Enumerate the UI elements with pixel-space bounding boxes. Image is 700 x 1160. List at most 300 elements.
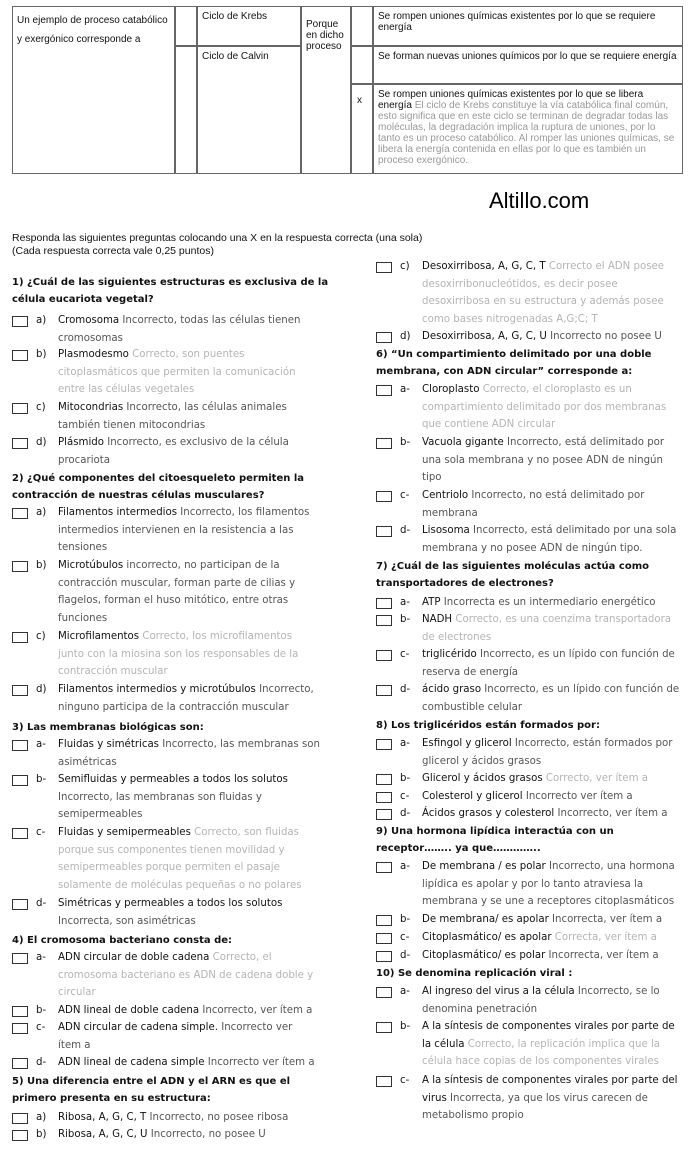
q8-title-line-1: 8) Los triglicéridos están formados por: xyxy=(376,720,600,731)
q3-title xyxy=(12,719,356,736)
q7-text-c xyxy=(422,646,694,681)
q2-d-line-1 xyxy=(58,681,358,699)
q7-text-b xyxy=(422,611,694,646)
q6-title xyxy=(376,346,694,380)
q8-a-line-1 xyxy=(422,735,694,753)
q5-text-b xyxy=(58,1126,358,1144)
q3-c-explanation-2: porque sus componentes tienen movilidad y xyxy=(58,844,285,856)
q6-checkbox-c[interactable] xyxy=(376,491,392,502)
q5-letter-b: b) xyxy=(36,1129,47,1140)
q3-letter-d: d- xyxy=(36,898,47,909)
q8-checkbox-a[interactable] xyxy=(376,739,392,750)
q5-title-line-1: 5) Una diferencia entre el ADN y el ARN es que el xyxy=(12,1076,291,1087)
q6-letter-d: d- xyxy=(400,525,411,536)
q6-b-explanation-2: una sola membrana y no posee ADN de ningún xyxy=(422,454,663,466)
q4-title-line-1: 4) El cromosoma bacteriano consta de: xyxy=(12,935,233,946)
q5-text-d xyxy=(422,328,694,346)
q6-a-explanation-1: Correcto, el cloroplasto es un xyxy=(479,384,632,395)
q10-b-explanation-2: célula hace copias de los componentes virales xyxy=(422,1056,659,1067)
q6-c-answer: Centriolo xyxy=(422,490,469,501)
q4-checkbox-c[interactable] xyxy=(12,1023,28,1034)
q4-a-explanation-1: Correcto, el xyxy=(209,952,272,963)
q5-c-explanation-1: Correcto el ADN posee xyxy=(545,261,665,272)
q5-d-explanation-1: Incorrecto no posee U xyxy=(546,331,662,342)
q6-d-explanation-1: Incorrecto, está delimitado por una sola xyxy=(469,525,677,536)
q9-a-explanation-2: lipídica es apolar y por lo tanto atraviesa la xyxy=(422,878,644,890)
q1-title xyxy=(12,274,356,308)
q10-text-c xyxy=(422,1072,694,1125)
q3-b-explanation-3: semipermeables xyxy=(58,809,143,820)
q7-c-line-1 xyxy=(422,646,694,664)
q7-letter-d: d- xyxy=(400,684,411,695)
q1-b-answer: Plasmodesmo xyxy=(58,349,129,360)
q6-c-line-1 xyxy=(422,487,694,505)
q10-text-a xyxy=(422,983,694,1018)
q4-checkbox-a[interactable] xyxy=(12,953,28,964)
q1-checkbox-d[interactable] xyxy=(12,438,28,449)
q6-b-explanation-1: Incorrecto, está delimitado por xyxy=(503,437,665,448)
q7-c-answer: triglicérido xyxy=(422,649,477,660)
q5-b-line-1 xyxy=(58,1126,358,1144)
site-logo: Altillo.com xyxy=(489,188,590,213)
q6-letter-c: c- xyxy=(400,490,410,501)
q5-checkbox-d[interactable] xyxy=(376,332,392,343)
q6-a-explanation-3: que contiene ADN circular xyxy=(422,419,556,430)
q9-a-answer: De membrana / es polar xyxy=(422,861,546,872)
q1-text-a xyxy=(58,312,358,347)
q3-a-explanation-1: Incorrecto, las membranas son xyxy=(159,739,320,750)
q9-title-line-2: receptor…….. ya que………….. xyxy=(376,843,541,854)
q10-letter-b: b- xyxy=(400,1021,411,1032)
q2-c-explanation-3: contracción muscular xyxy=(58,666,168,677)
instructions-line-2: (Cada respuesta correcta vale 0,25 puntos) xyxy=(12,245,214,257)
q1-a-line-1 xyxy=(58,312,358,330)
q4-a-answer: ADN circular de doble cadena xyxy=(58,952,210,963)
q2-b-line-1 xyxy=(58,557,358,575)
q9-text-d xyxy=(422,947,694,965)
q9-a-explanation-1: Incorrecto, una hormona xyxy=(545,861,675,872)
q6-text-b xyxy=(422,434,694,487)
q1-c-line-1 xyxy=(58,399,358,417)
q9-letter-c: c- xyxy=(400,932,410,943)
q4-c-line-1 xyxy=(58,1019,358,1037)
q6-a-line-1 xyxy=(422,381,694,399)
q1-text-d xyxy=(58,434,358,469)
q1-d-line-1 xyxy=(58,434,358,452)
q4-text-b xyxy=(58,1002,358,1020)
q5-c-line-1 xyxy=(422,258,694,276)
q5-checkbox-a[interactable] xyxy=(12,1113,28,1124)
q3-checkbox-c[interactable] xyxy=(12,828,28,839)
q4-a-explanation-2: cromosoma bacteriano es ADN de cadena doble y xyxy=(58,969,314,981)
q3-text-a xyxy=(58,736,358,771)
q1-b-explanation-1: Correcto, son puentes xyxy=(128,349,245,360)
q2-c-explanation-2: junto con la miosina son los responsables de la xyxy=(58,648,299,660)
because-text: Porque en dicho proceso xyxy=(306,19,344,52)
q3-a-answer: Fluidas y simétricas xyxy=(58,739,159,750)
q2-b-explanation-2: contracción muscular, forman parte de cilias y xyxy=(58,577,296,589)
q2-checkbox-c[interactable] xyxy=(12,632,28,643)
q8-c-explanation-1: Incorrecto ver ítem a xyxy=(522,791,633,802)
q4-d-line-1 xyxy=(58,1054,358,1072)
q9-c-explanation-1: Correcta, ver ítem a xyxy=(551,932,657,943)
q10-text-b xyxy=(422,1018,694,1071)
q3-text-c xyxy=(58,824,358,894)
q7-title xyxy=(376,558,694,592)
q8-c-line-1 xyxy=(422,788,694,806)
reason-1-cell xyxy=(373,6,683,46)
q3-title-line-1: 3) Las membranas biológicas son: xyxy=(12,722,204,733)
q1-letter-b: b) xyxy=(36,349,47,360)
q1-text-c xyxy=(58,399,358,434)
q8-a-explanation-1: Incorrecto, están formados por xyxy=(511,738,673,749)
q2-text-c xyxy=(58,628,358,681)
q2-d-explanation-2: ninguno participa de la contracción muscular xyxy=(58,701,289,713)
q7-c-explanation-2: reserva de energía xyxy=(422,666,519,678)
q7-a-explanation-1: Incorrecta es un intermediario energético xyxy=(440,597,656,608)
q9-text-c xyxy=(422,929,694,947)
q7-a-line-1 xyxy=(422,594,694,612)
q8-checkbox-b[interactable] xyxy=(376,774,392,785)
checkbox-calvin[interactable] xyxy=(175,46,197,174)
q7-checkbox-c[interactable] xyxy=(376,650,392,661)
q9-d-answer: Citoplasmático/ es polar xyxy=(422,950,546,961)
q2-a-explanation-1: Incorrecto, los filamentos xyxy=(177,507,310,518)
q10-a-explanation-2: denomina penetración xyxy=(422,1003,538,1015)
q6-checkbox-d[interactable] xyxy=(376,526,392,537)
q10-checkbox-b[interactable] xyxy=(376,1022,392,1033)
q2-a-line-1 xyxy=(58,504,358,522)
q10-b-answer-2: la célula xyxy=(422,1038,465,1050)
q8-c-answer: Colesterol y glicerol xyxy=(422,791,523,802)
option-calvin-cell xyxy=(197,46,301,174)
instructions-line-1: Responda las siguientes preguntas colocando una X en la respuesta correcta (una sola) xyxy=(12,232,423,244)
q5-a-explanation-1: Incorrecto, no posee ribosa xyxy=(146,1112,289,1123)
q10-letter-a: a- xyxy=(400,986,410,997)
q5-a-line-1 xyxy=(58,1109,358,1127)
q7-checkbox-b[interactable] xyxy=(376,615,392,626)
q9-checkbox-b[interactable] xyxy=(376,915,392,926)
q6-d-answer: Lisosoma xyxy=(422,525,470,536)
q5-d-line-1 xyxy=(422,328,694,346)
q8-d-line-1 xyxy=(422,805,694,823)
q7-d-answer: ácido graso xyxy=(422,684,482,695)
reason-3-cell xyxy=(373,84,683,174)
q9-title-line-1: 9) Una hormona lipídica interactúa con un xyxy=(376,826,614,837)
q3-b-explanation-2: Incorrecto, las membranas son fluidas y xyxy=(58,791,262,803)
q7-letter-b: b- xyxy=(400,614,411,625)
q1-d-explanation-1: Incorrecto, es exclusivo de la célula xyxy=(103,437,289,448)
q1-a-explanation-2: cromosomas xyxy=(58,332,123,344)
q2-d-answer: Filamentos intermedios y microtúbulos xyxy=(58,684,256,695)
q5-b-explanation-1: Incorrecto, no posee U xyxy=(147,1129,266,1140)
q1-title-line-1: 1) ¿Cuál de las siguientes estructuras es exclusiva de la xyxy=(12,277,329,288)
checkbox-r1[interactable] xyxy=(351,6,373,46)
q6-text-c xyxy=(422,487,694,522)
q2-c-explanation-1: Correcto, los microfilamentos xyxy=(139,631,293,642)
q10-b-explanation-1: Correcto, la replicación implica que la xyxy=(464,1038,661,1050)
q6-c-explanation-2: membrana xyxy=(422,507,478,519)
q2-b-explanation-1: incorrecto, no participan de la xyxy=(123,560,280,571)
q10-title-line-1: 10) Se denomina replicación viral : xyxy=(376,968,573,979)
q6-letter-b: b- xyxy=(400,437,411,448)
q2-d-explanation-1: Incorrecto, xyxy=(255,684,314,695)
q4-d-explanation-1: Incorrecto ver ítem a xyxy=(204,1057,315,1068)
q8-letter-d: d- xyxy=(400,808,411,819)
table-question: Un ejemplo de proceso catabólico y exergónico corresponde a xyxy=(17,15,168,45)
q10-checkbox-a[interactable] xyxy=(376,987,392,998)
q5-b-answer: Ribosa, A, G, C, U xyxy=(58,1129,148,1140)
q5-c-explanation-4: como bases nitrogenadas A,G;C; T xyxy=(422,313,598,325)
q8-title xyxy=(376,717,694,734)
q10-c-explanation-1: Incorrecta, ya que los virus carecen de xyxy=(446,1092,648,1104)
q10-c-answer-2: virus xyxy=(422,1092,447,1104)
q2-a-explanation-2: intermedios intervienen en la resistencia a las xyxy=(58,524,294,536)
q3-b-answer: Semifluidas y permeables a todos los solutos xyxy=(58,774,288,785)
q6-text-a xyxy=(422,381,694,434)
q6-text-d xyxy=(422,522,694,557)
q5-c-explanation-3: desoxirribosa en su estructura y además posee xyxy=(422,296,664,307)
reason-3: Se rompen uniones químicas existentes por lo que se libera energía xyxy=(378,89,644,111)
q6-title-line-1: 6) “Un compartimiento delimitado por una doble xyxy=(376,349,652,360)
q8-d-explanation-1: Incorrecto, ver ítem a xyxy=(554,808,668,819)
q9-d-explanation-1: Incorrecta, ver ítem a xyxy=(545,950,659,961)
q1-letter-c: c) xyxy=(36,402,46,413)
q3-text-b xyxy=(58,771,358,824)
q7-c-explanation-1: Incorrecto, es un lípido con función de xyxy=(476,649,675,660)
q7-b-line-1 xyxy=(422,611,694,629)
reason-2: Se forman nuevas uniones químicos por lo que se requiere energía xyxy=(378,51,677,62)
q1-b-explanation-3: entre las células vegetales xyxy=(58,384,195,395)
q9-a-line-1 xyxy=(422,858,694,876)
q3-text-d xyxy=(58,895,358,930)
q2-letter-a: a) xyxy=(36,507,47,518)
q5-title xyxy=(12,1073,356,1107)
x-mark: x xyxy=(357,95,362,106)
q2-c-line-1 xyxy=(58,628,358,646)
q2-title-line-2: contracción de nuestras células musculares? xyxy=(12,490,265,501)
q2-b-explanation-4: funciones xyxy=(58,612,108,624)
q7-checkbox-a[interactable] xyxy=(376,598,392,609)
q4-b-answer: ADN lineal de doble cadena xyxy=(58,1005,200,1016)
q9-b-explanation-1: Incorrecta, ver ítem a xyxy=(548,914,663,925)
checkbox-r2[interactable] xyxy=(351,46,373,84)
q2-checkbox-a[interactable] xyxy=(12,508,28,519)
q10-b-line-2 xyxy=(422,1036,694,1054)
q3-a-line-1 xyxy=(58,736,358,754)
q6-checkbox-b[interactable] xyxy=(376,438,392,449)
q8-checkbox-c[interactable] xyxy=(376,792,392,803)
q3-checkbox-d[interactable] xyxy=(12,899,28,910)
reason-3-explanation: El ciclo de Krebs constituye la vía catabólica final común, esto significa que en este ciclo se terminan de degradar todas las moléculas, la degradación implica la ruptura de uniones, por lo tanto es un proceso catabólico. Al romper las uniones químicas, se libera la energía contenida en ellas por lo que es también un proceso exergónico. xyxy=(378,100,675,166)
q3-checkbox-a[interactable] xyxy=(12,740,28,751)
q10-a-line-1 xyxy=(422,983,694,1001)
q9-b-line-1 xyxy=(422,911,694,929)
q9-checkbox-c[interactable] xyxy=(376,933,392,944)
q4-letter-d: d- xyxy=(36,1057,47,1068)
q7-letter-a: a- xyxy=(400,597,410,608)
q9-text-a xyxy=(422,858,694,911)
q4-a-explanation-3: circular xyxy=(58,987,96,998)
q5-d-answer: Desoxirribosa, A, G, C, U xyxy=(422,331,547,342)
q3-letter-b: b- xyxy=(36,774,47,785)
q3-b-line-1 xyxy=(58,771,358,789)
q9-letter-b: b- xyxy=(400,914,411,925)
q5-letter-d: d) xyxy=(400,331,411,342)
q4-title xyxy=(12,932,356,949)
q5-checkbox-c[interactable] xyxy=(376,262,392,273)
q2-letter-d: d) xyxy=(36,684,47,695)
q9-title xyxy=(376,823,694,857)
q1-checkbox-b[interactable] xyxy=(12,350,28,361)
q7-title-line-1: 7) ¿Cuál de las siguientes moléculas actúa como xyxy=(376,561,649,572)
q9-text-b xyxy=(422,911,694,929)
q7-d-explanation-1: Incorrecto, es un lípido con función de xyxy=(481,684,680,695)
reason-1: Se rompen uniones químicas existentes por lo que se requiere energía xyxy=(378,11,656,33)
q6-c-explanation-1: Incorrecto, no está delimitado por xyxy=(468,490,645,501)
q1-d-answer: Plásmido xyxy=(58,437,104,448)
q8-checkbox-d[interactable] xyxy=(376,809,392,820)
q10-c-answer: A la síntesis de componentes virales por parte del xyxy=(422,1075,678,1086)
q6-a-answer: Cloroplasto xyxy=(422,384,480,395)
q2-a-answer: Filamentos intermedios xyxy=(58,507,178,518)
q5-text-c xyxy=(422,258,694,328)
q10-b-answer: A la síntesis de componentes virales por parte de xyxy=(422,1021,675,1032)
q10-b-line-1 xyxy=(422,1018,694,1036)
q6-b-explanation-3: tipo xyxy=(422,472,442,483)
q4-c-explanation-2: ítem a xyxy=(58,1039,91,1051)
q4-b-line-1 xyxy=(58,1002,358,1020)
q5-a-answer: Ribosa, A, G, C, T xyxy=(58,1112,147,1123)
q7-a-answer: ATP xyxy=(422,597,441,608)
q8-text-c xyxy=(422,788,694,806)
option-krebs: Ciclo de Krebs xyxy=(202,11,268,22)
q9-letter-d: d- xyxy=(400,950,411,961)
q1-checkbox-a[interactable] xyxy=(12,316,28,327)
q10-a-answer: Al ingreso del virus a la célula xyxy=(422,986,575,997)
q4-text-d xyxy=(58,1054,358,1072)
table-question-cell xyxy=(12,6,175,174)
q7-letter-c: c- xyxy=(400,649,410,660)
q9-letter-a: a- xyxy=(400,861,410,872)
q7-d-explanation-2: combustible celular xyxy=(422,701,523,713)
q8-text-a xyxy=(422,735,694,770)
q5-letter-c: c) xyxy=(400,261,410,272)
q1-b-explanation-2: citoplasmáticos que permiten la comunicación xyxy=(58,366,296,378)
q4-c-answer: ADN circular de cadena simple. xyxy=(58,1022,218,1033)
q7-title-line-2: transportadores de electrones? xyxy=(376,578,554,589)
q8-b-explanation-1: Correcto, ver ítem a xyxy=(542,773,648,784)
q10-c-explanation-2: metabolismo propio xyxy=(422,1110,524,1121)
q4-text-a xyxy=(58,949,358,1002)
q5-c-explanation-2: desoxirribonucleótidos, es decir posee xyxy=(422,278,618,290)
q7-b-explanation-2: de electrones xyxy=(422,631,492,643)
q6-a-explanation-2: compartimiento delimitado por dos membranas xyxy=(422,401,667,413)
q1-text-b xyxy=(58,346,358,399)
q10-checkbox-c[interactable] xyxy=(376,1076,392,1087)
q3-letter-a: a- xyxy=(36,739,46,750)
q7-b-answer: NADH xyxy=(422,614,453,625)
q6-b-answer: Vacuola gigante xyxy=(422,437,504,448)
q10-letter-c: c- xyxy=(400,1075,410,1086)
q9-c-answer: Citoplasmático/ es apolar xyxy=(422,932,552,943)
q4-c-explanation-1: Incorrecto ver xyxy=(217,1022,293,1033)
q9-b-answer: De membrana/ es apolar xyxy=(422,914,549,925)
q4-checkbox-b[interactable] xyxy=(12,1006,28,1017)
reason-2-cell xyxy=(373,46,683,84)
q6-title-line-2: membrana, con ADN circular” corresponde a: xyxy=(376,366,633,377)
q3-c-answer: Fluidas y semipermeables xyxy=(58,827,191,838)
q2-title-line-1: 2) ¿Qué componentes del citoesqueleto permiten la xyxy=(12,473,305,484)
q8-b-answer: Glicerol y ácidos grasos xyxy=(422,773,543,784)
q7-text-d xyxy=(422,681,694,716)
q2-letter-c: c) xyxy=(36,631,46,642)
q1-a-answer: Cromosoma xyxy=(58,315,120,326)
q9-checkbox-d[interactable] xyxy=(376,951,392,962)
q8-text-b xyxy=(422,770,694,788)
q9-a-explanation-3: membrana y se une a receptores citoplasmáticos xyxy=(422,896,675,907)
checkbox-r3[interactable] xyxy=(351,84,373,174)
q1-checkbox-c[interactable] xyxy=(12,403,28,414)
instructions xyxy=(12,232,532,258)
q6-checkbox-a[interactable] xyxy=(376,385,392,396)
q3-checkbox-b[interactable] xyxy=(12,775,28,786)
because-cell xyxy=(301,6,351,174)
q8-letter-b: b- xyxy=(400,773,411,784)
q10-a-explanation-1: Incorrecto, se lo xyxy=(574,986,660,997)
q5-text-a xyxy=(58,1109,358,1127)
q6-b-line-1 xyxy=(422,434,694,452)
q4-checkbox-d[interactable] xyxy=(12,1058,28,1069)
q2-text-d xyxy=(58,681,358,716)
q5-checkbox-b[interactable] xyxy=(12,1130,28,1141)
q2-text-a xyxy=(58,504,358,557)
q4-text-c xyxy=(58,1019,358,1054)
q1-c-explanation-2: también tienen mitocondrias xyxy=(58,419,206,431)
q2-title xyxy=(12,470,356,504)
q7-b-explanation-1: Correcto, es una coenzima transportadora xyxy=(452,614,672,625)
q2-a-explanation-3: tensiones xyxy=(58,542,108,553)
q6-d-explanation-2: membrana y no posee ADN de ningún tipo. xyxy=(422,542,643,554)
q4-b-explanation-1: Incorrecto, ver ítem a xyxy=(199,1005,313,1016)
q7-text-a xyxy=(422,594,694,612)
q8-b-line-1 xyxy=(422,770,694,788)
option-krebs-cell xyxy=(197,6,301,46)
q1-d-explanation-2: procariota xyxy=(58,454,110,466)
q8-letter-a: a- xyxy=(400,738,410,749)
option-calvin: Ciclo de Calvin xyxy=(202,51,269,62)
q4-letter-c: c- xyxy=(36,1022,46,1033)
q9-checkbox-a[interactable] xyxy=(376,862,392,873)
q1-letter-d: d) xyxy=(36,437,47,448)
q4-d-answer: ADN lineal de cadena simple xyxy=(58,1057,205,1068)
q5-letter-a: a) xyxy=(36,1112,47,1123)
q1-c-explanation-1: Incorrecto, las células animales xyxy=(123,402,287,413)
q3-c-explanation-3: semipermeables porque permiten el pasaje xyxy=(58,862,280,873)
q2-c-answer: Microfilamentos xyxy=(58,631,140,642)
q7-checkbox-d[interactable] xyxy=(376,685,392,696)
q1-letter-a: a) xyxy=(36,315,47,326)
q6-letter-a: a- xyxy=(400,384,410,395)
q2-checkbox-d[interactable] xyxy=(12,685,28,696)
q10-c-line-2 xyxy=(422,1090,694,1108)
q2-b-answer: Microtúbulos xyxy=(58,560,124,571)
q8-text-d xyxy=(422,805,694,823)
q1-b-line-1 xyxy=(58,346,358,364)
q2-checkbox-b[interactable] xyxy=(12,561,28,572)
q9-c-line-1 xyxy=(422,929,694,947)
checkbox-krebs[interactable] xyxy=(175,6,197,46)
